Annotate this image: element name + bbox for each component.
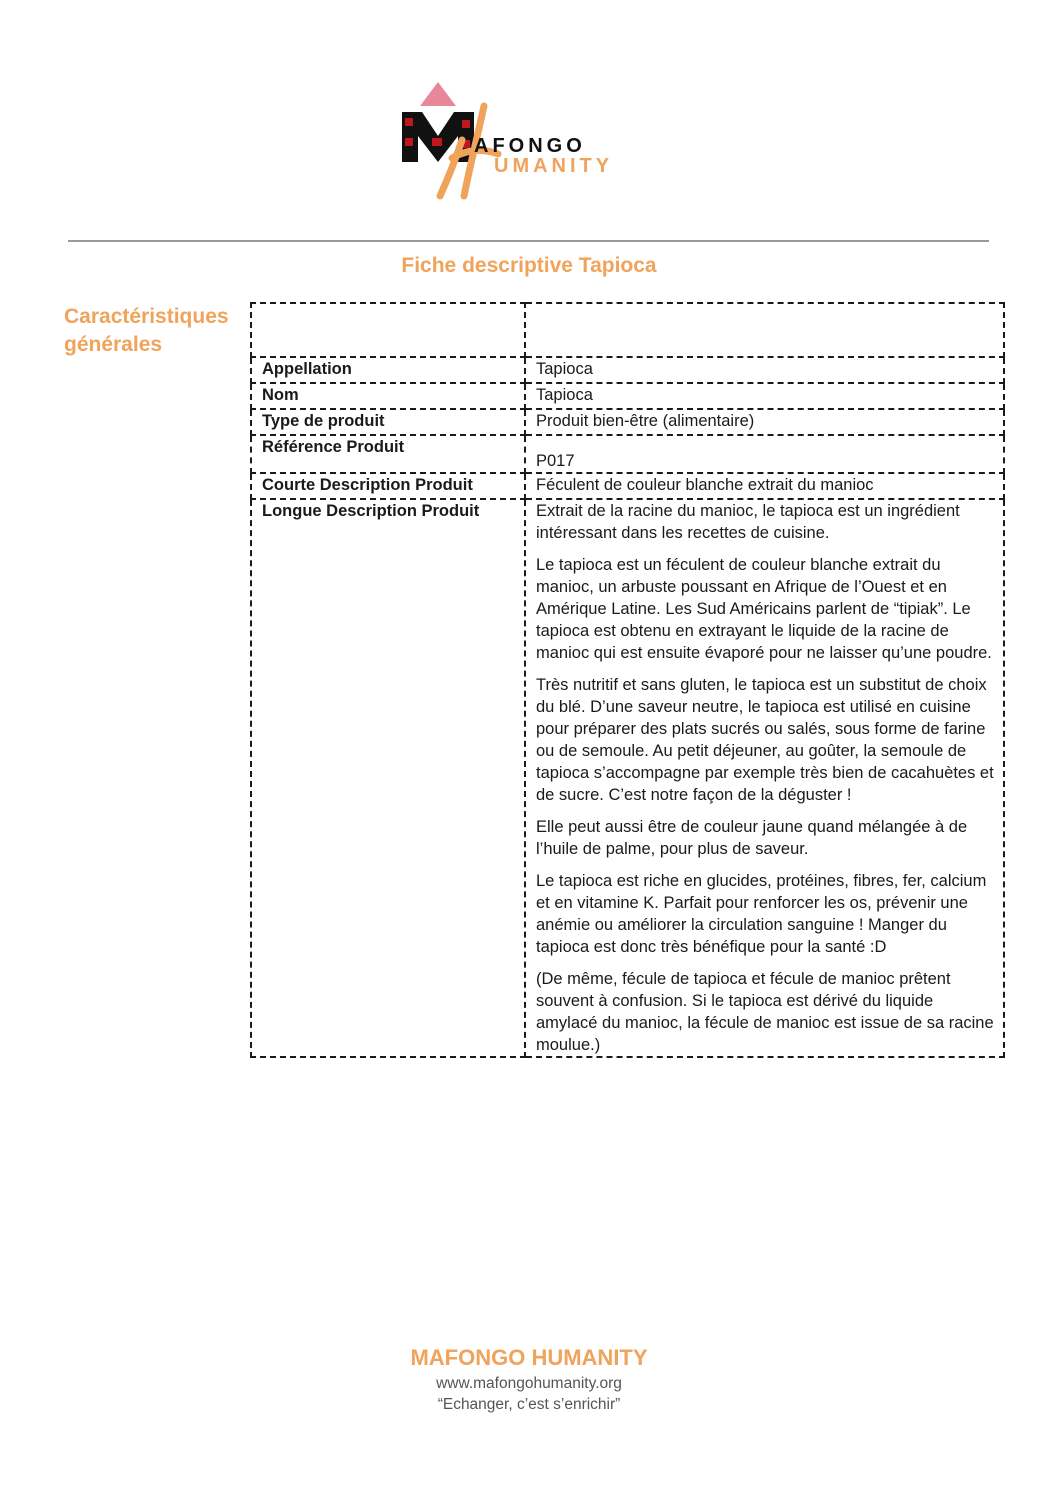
description-paragraph: Le tapioca est un féculent de couleur blanche extrait du manioc, un arbuste poussant en Afrique de l’Ouest et en Amérique Latine. Les Sud Américains parlent de “tipiak”. Le tapioca est obtenu en extrayant le liquide de la racine de manioc qui est ensuite évaporé pour ne laisser qu’une poudre. [536,556,992,662]
row-label: Longue Description Produit [251,499,525,1057]
description-paragraph: Extrait de la racine du manioc, le tapioca est un ingrédient intéressant dans les recettes de cuisine. [536,502,960,542]
page-footer [0,1343,1058,1415]
description-paragraph: Très nutritif et sans gluten, le tapioca est un substitut de choix du blé. D’une saveur neutre, le tapioca est utilisé en cuisine pour préparer des plats sucrés ou salés, sous forme de farine ou de semoule. Au petit déjeuner, au goûter, la semoule de tapioca s’accompagne par exemple très bien de cacahuètes et de sucre. C’est notre façon de la déguster ! [536,676,994,804]
table-row [251,383,1004,409]
table-row [251,357,1004,383]
description-paragraph: Elle peut aussi être de couleur jaune quand mélangée à de l’huile de palme, pour plus de saveur. [536,818,968,858]
row-value: Produit bien-être (alimentaire) [525,409,1004,435]
svg-text:UMANITY: UMANITY [494,155,614,177]
row-value: Tapioca [525,383,1004,409]
long-description [525,499,1004,1057]
empty-cell [251,303,525,357]
footer-url[interactable]: www.mafongohumanity.org [436,1375,622,1392]
row-label: Courte Description Produit [251,473,525,499]
row-label: Type de produit [251,409,525,435]
row-value: P017 [525,435,1004,473]
row-label: Appellation [251,357,525,383]
table-row [251,435,1004,473]
row-label: Référence Produit [251,435,525,473]
footer-motto: “Echanger, c’est s’enrichir” [437,1396,621,1413]
description-paragraph: (De même, fécule de tapioca et fécule de manioc prêtent souvent à confusion. Si le tapioca est dérivé du liquide amylacé du manioc, la fécule de manioc est issue de sa racine moulue.) [536,970,994,1054]
description-paragraph: Le tapioca est riche en glucides, protéines, fibres, fer, calcium et en vitamine K. Parfait pour renforcer les os, prévenir une anémie ou améliorer la circulation sanguine ! Manger du tapioca est donc très bénéfique pour la santé :D [536,872,987,956]
table-header-row [251,303,1004,357]
mafongo-humanity-logo [398,78,652,206]
table-row [251,409,1004,435]
document-title: Fiche descriptive Tapioca [401,254,657,277]
table-row [251,499,1004,1057]
row-value: Tapioca [525,357,1004,383]
footer-brand: MAFONGO HUMANITY [410,1345,648,1370]
table-row [251,473,1004,499]
row-value: Féculent de couleur blanche extrait du manioc [525,473,1004,499]
empty-cell [525,303,1004,357]
product-sheet-table [250,302,1005,1058]
row-label: Nom [251,383,525,409]
svg-text:AFONGO: AFONGO [474,135,586,157]
section-heading: Caractéristiques générales [64,305,229,356]
header-divider [68,240,989,242]
